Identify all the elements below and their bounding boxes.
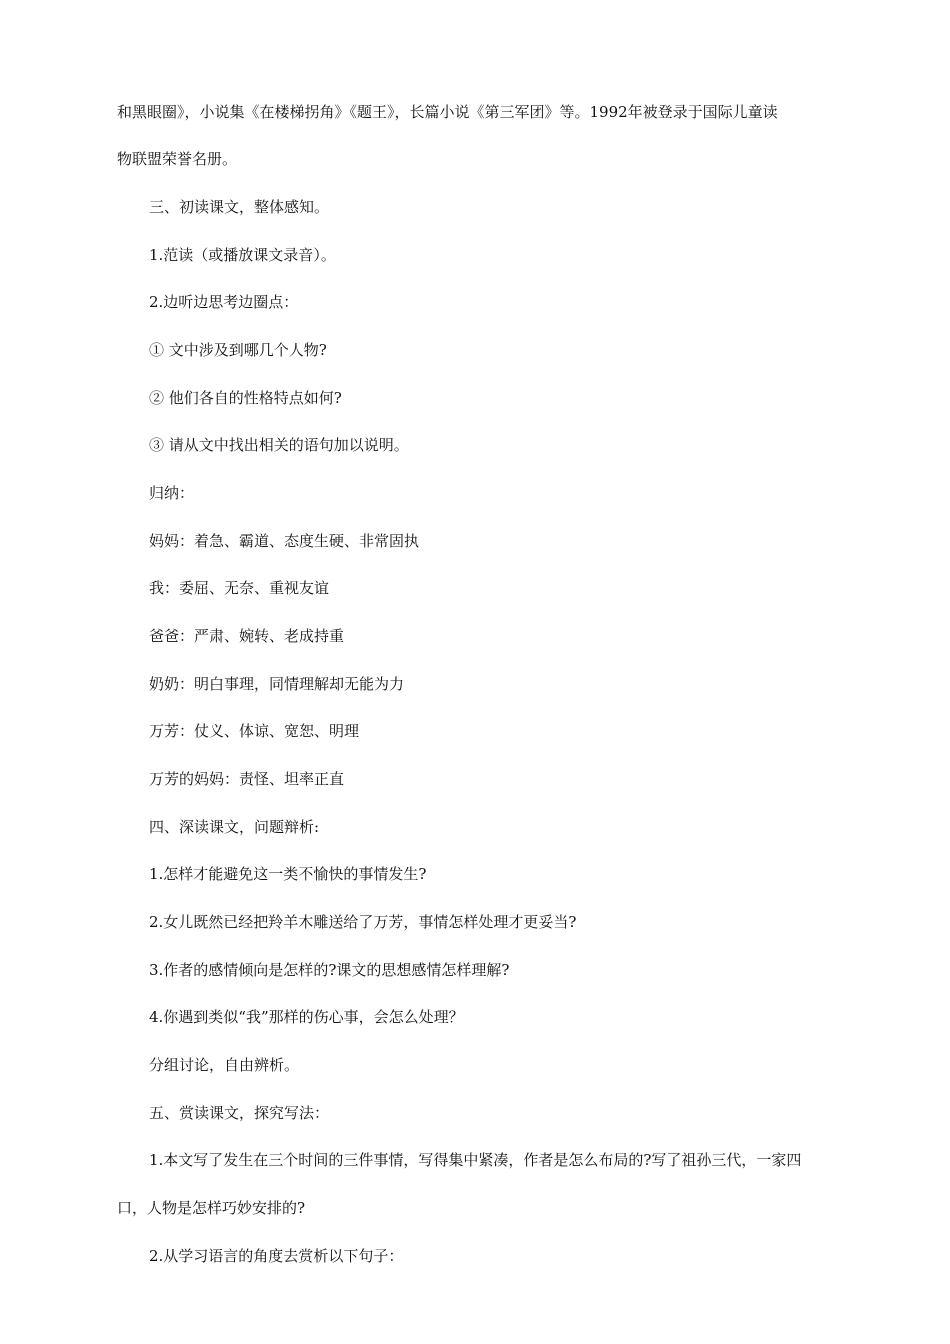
text-line: 2.边听边思考边圈点： xyxy=(149,293,299,311)
text-line: 和黑眼圈》，小说集《在楼梯拐角》《题王》，长篇小说《第三军团》等。1992年被登录于国际儿童读 xyxy=(117,103,778,121)
list-item: 2.从学习语言的角度去赏析以下句子： xyxy=(149,1247,404,1265)
list-item: ③ 请从文中找出相关的语句加以说明。 xyxy=(149,436,409,454)
list-item: 万芳的妈妈：责怪、坦率正直 xyxy=(149,770,345,788)
list-item: 爸爸：严肃、婉转、老成持重 xyxy=(149,627,345,645)
list-item: 妈妈：着急、霸道、态度生硬、非常固执 xyxy=(149,532,420,550)
list-item: 3.作者的感情倾向是怎样的?课文的思想感情怎样理解? xyxy=(149,961,510,979)
section-heading: 三、初读课文，整体感知。 xyxy=(149,198,330,216)
list-item: ② 他们各自的性格特点如何? xyxy=(149,389,342,407)
list-item: 我：委屈、无奈、重视友谊 xyxy=(149,579,330,597)
list-item: 万芳：仗义、体谅、宽恕、明理 xyxy=(149,722,360,740)
text-line: 分组讨论，自由辨析。 xyxy=(149,1056,300,1074)
text-line: 归纳： xyxy=(149,484,195,502)
text-line: 口，人物是怎样巧妙安排的? xyxy=(117,1199,306,1217)
list-item: ① 文中涉及到哪几个人物? xyxy=(149,341,327,359)
section-heading: 四、深读课文，问题辩析: xyxy=(149,818,320,836)
list-item: 4.你遇到类似“我”那样的伤心事，会怎么处理？ xyxy=(149,1008,464,1026)
text-line: 物联盟荣誉名册。 xyxy=(117,150,238,168)
list-item: 奶奶：明白事理，同情理解却无能为力 xyxy=(149,675,405,693)
list-item: 1.本文写了发生在三个时间的三件事情，写得集中紧凑，作者是怎么布局的?写了祖孙三代，一家四 xyxy=(149,1151,802,1169)
section-heading: 五、赏读课文，探究写法： xyxy=(149,1104,330,1122)
list-item: 2.女儿既然已经把羚羊木雕送给了万芳，事情怎样处理才更妥当? xyxy=(149,913,577,931)
list-item: 1.怎样才能避免这一类不愉快的事情发生? xyxy=(149,865,427,883)
text-line: 1.范读（或播放课文录音）。 xyxy=(149,246,336,264)
